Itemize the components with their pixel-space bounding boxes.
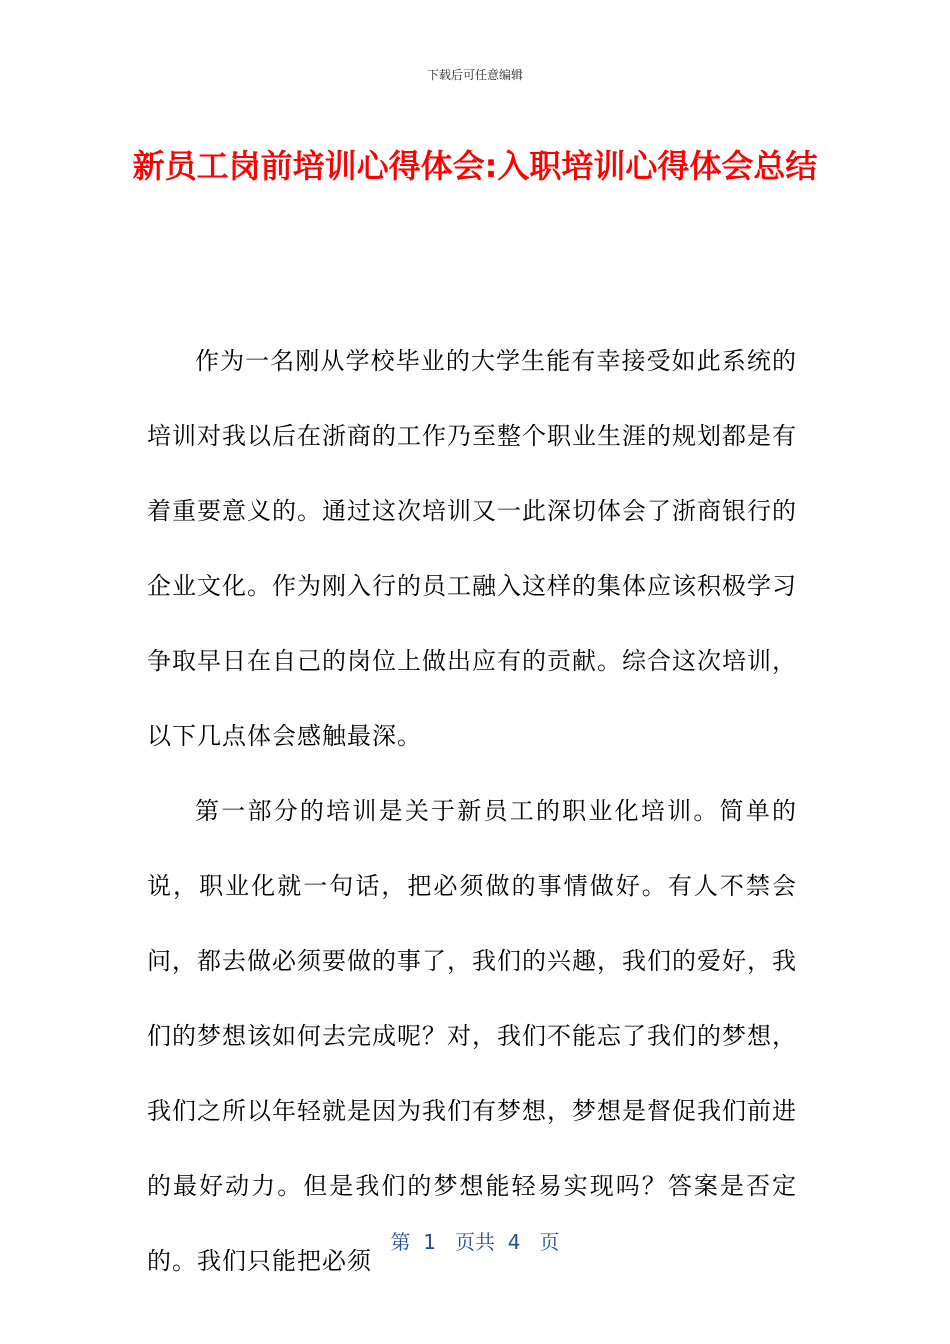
paragraph-1: 作为一名刚从学校毕业的大学生能有幸接受如此系统的培训对我以后在浙商的工作乃至整个职业生涯的规划都是有着重要意义的。通过这次培训又一此深切体会了浙商银行的企业文化。作为刚入行的员工融入这样的集体应该积极学习争取早日在自己的岗位上做出应有的贡献。综合这次培训，以下几点体会感触最深。: [147, 347, 797, 750]
paragraph-2: 第一部分的培训是关于新员工的职业化培训。简单的说，职业化就一句话，把必须做的事情做好。有人不禁会问，都去做必须要做的事了，我们的兴趣，我们的爱好，我们的梦想该如何去完成呢？对，我们不能忘了我们的梦想，我们之所以年轻就是因为我们有梦想，梦想是督促我们前进的最好动力。但是我们的梦想能轻易实现吗？答案是否定的。我们只能把必须: [147, 797, 797, 1275]
document-title: 新员工岗前培训心得体会:入职培训心得体会总结: [132, 147, 818, 185]
document-body: [147, 324, 797, 1299]
page-number-footer: 第 1 页共 4 页: [390, 1230, 560, 1254]
header-note: 下载后可任意编辑: [426, 68, 523, 82]
